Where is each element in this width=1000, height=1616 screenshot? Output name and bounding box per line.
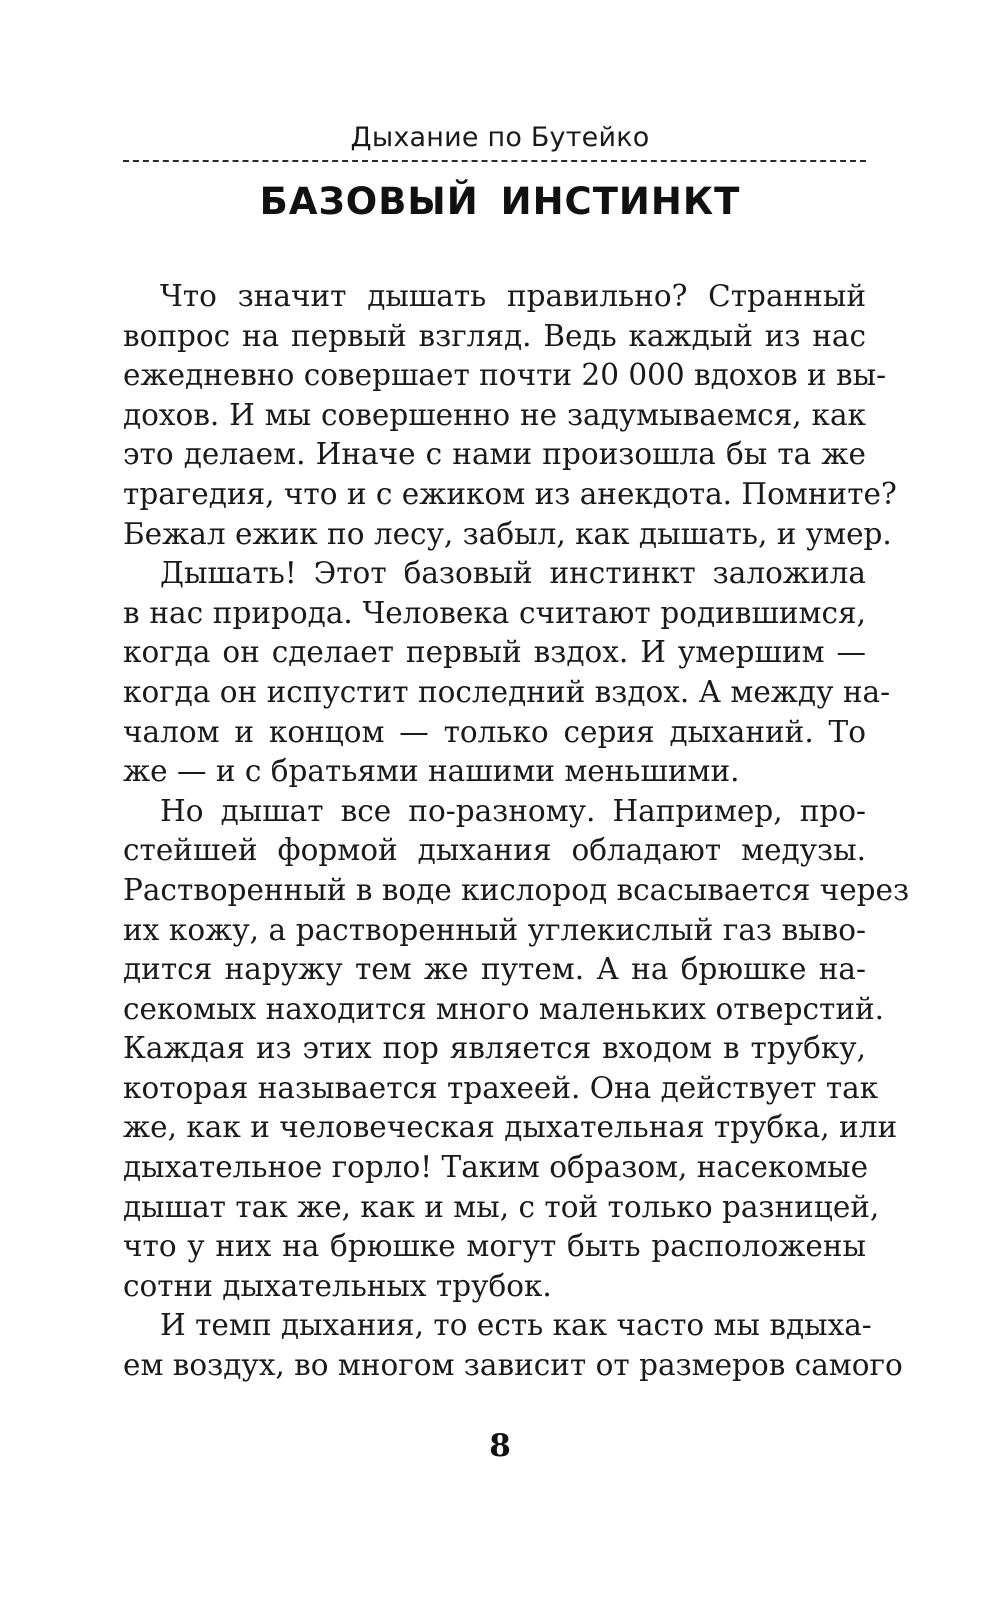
text-line: это делаем. Иначе с нами произошла бы та же: [123, 437, 866, 472]
text-line: Растворенный в воде кислород всасывается через: [123, 872, 910, 907]
running-head: Дыхание по Бутейко: [350, 122, 650, 153]
text-line: Что значит дышать правильно? Странный: [160, 279, 866, 313]
text-line: трагедия, что и с ежиком из анекдота. Помните?: [123, 476, 897, 511]
text-line: дышат так же, как и мы, с той только разницей,: [123, 1189, 880, 1224]
text-line: сотни дыхательных трубок.: [123, 1268, 552, 1303]
header-divider: [123, 160, 866, 162]
text-line: чалом и концом — только серия дыханий. То: [123, 714, 866, 749]
text-line: в нас природа. Человека считают родившимся,: [123, 595, 866, 630]
text-line: ежедневно совершает почти 20 000 вдохов и вы-: [123, 358, 887, 393]
text-line: же, как и человеческая дыхательная трубка, или: [123, 1110, 898, 1145]
body-text: [123, 277, 910, 1386]
text-line: И темп дыхания, то есть как часто мы вдыха-: [160, 1308, 872, 1343]
text-line: дохов. И мы совершенно не задумываемся, как: [123, 397, 866, 432]
text-line: их кожу, а растворенный углекислый газ выво-: [123, 912, 866, 947]
text-line: дыхательное горло! Таким образом, насекомые: [123, 1150, 869, 1185]
text-line: секомых находится много маленьких отверстий.: [123, 991, 885, 1026]
text-line: что у них на брюшке могут быть расположены: [123, 1229, 866, 1264]
text-line: Дышать! Этот базовый инстинкт заложила: [160, 556, 866, 591]
text-line: Бежал ежик по лесу, забыл, как дышать, и умер.: [123, 516, 892, 551]
text-line: стейшей формой дыхания обладают медузы.: [123, 833, 866, 868]
text-line: Каждая из этих пор является входом в трубку,: [123, 1031, 866, 1066]
chapter-title: БАЗОВЫЙ ИНСТИНКТ: [259, 180, 741, 223]
text-line: же — и с братьями нашими меньшими.: [123, 754, 740, 789]
text-line: которая называется трахеей. Она действует так: [123, 1070, 879, 1105]
text-line: когда он сделает первый вздох. И умершим —: [123, 635, 866, 670]
text-line: когда он испустит последний вздох. А между на-: [123, 674, 891, 709]
page-number: 8: [489, 1428, 511, 1464]
text-line: дится наружу тем же путем. А на брюшке на-: [123, 952, 866, 987]
text-line: Но дышат все по-разному. Например, про-: [160, 793, 866, 828]
text-line: вопрос на первый взгляд. Ведь каждый из нас: [123, 318, 866, 353]
text-line: ем воздух, во многом зависит от размеров самого: [123, 1348, 903, 1383]
